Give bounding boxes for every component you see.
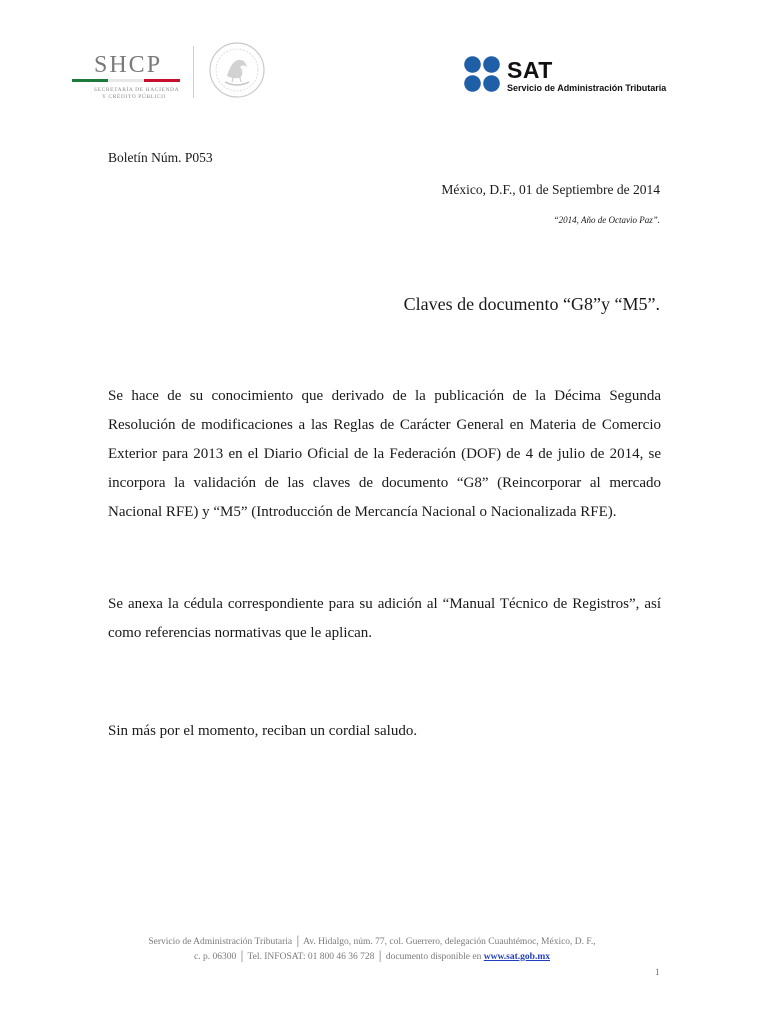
year-motto: “2014, Año de Octavio Paz”. <box>553 215 660 225</box>
sat-subtitle: Servicio de Administración Tributaria <box>507 83 667 93</box>
shcp-tricolor-stripe <box>72 79 180 82</box>
page-number: 1 <box>655 967 660 977</box>
document-title: Claves de documento “G8”y “M5”. <box>403 294 660 314</box>
sat-logo <box>463 52 683 97</box>
shcp-subtitle-2: Y CRÉDITO PÚBLICO <box>102 94 166 100</box>
footer <box>100 935 644 965</box>
footer-line-2 <box>100 950 644 965</box>
paragraph-2: Se anexa la cédula correspondiente para su adición al “Manual Técnico de Registros”, así como referencias normativas que le aplican. <box>108 596 661 641</box>
bulletin-number: Boletín Núm. P053 <box>108 150 213 165</box>
shcp-subtitle-1: SECRETARÍA DE HACIENDA <box>94 87 180 93</box>
shcp-logo-text: SHCP <box>94 52 163 78</box>
closing-line: Sin más por el momento, reciban un cordial saludo. <box>108 723 418 739</box>
footer-line-2-text: c. p. 06300 │ Tel. INFOSAT: 01 800 46 36 728 │ documento disponible en <box>194 952 482 962</box>
sat-website-link[interactable]: www.sat.gob.mx <box>483 952 550 962</box>
mexican-coat-of-arms-seal-icon <box>205 40 269 100</box>
sat-dots-icon <box>463 55 501 93</box>
footer-line-1: Servicio de Administración Tributaria │ Av. Hidalgo, núm. 77, col. Guerrero, delegación Cuauhtémoc, México, D. F., <box>148 937 596 947</box>
date-line: México, D.F., 01 de Septiembre de 2014 <box>441 182 660 197</box>
paragraph-1: Se hace de su conocimiento que derivado de la publicación de la Décima Segunda Resolución de modificaciones a las Reglas de Carácter General en Materia de Comercio Exterior para 2013 en el Diario Oficial de la Federación (DOF) de 4 de julio de 2014, se incorpora la validación de las claves de documento “G8” (Reincorporar al mercado Nacional RFE) y “M5” (Introducción de Mercancía Nacional o Nacionalizada RFE). <box>108 388 661 520</box>
sat-logo-text: SAT <box>507 57 553 83</box>
header-divider <box>193 46 194 98</box>
